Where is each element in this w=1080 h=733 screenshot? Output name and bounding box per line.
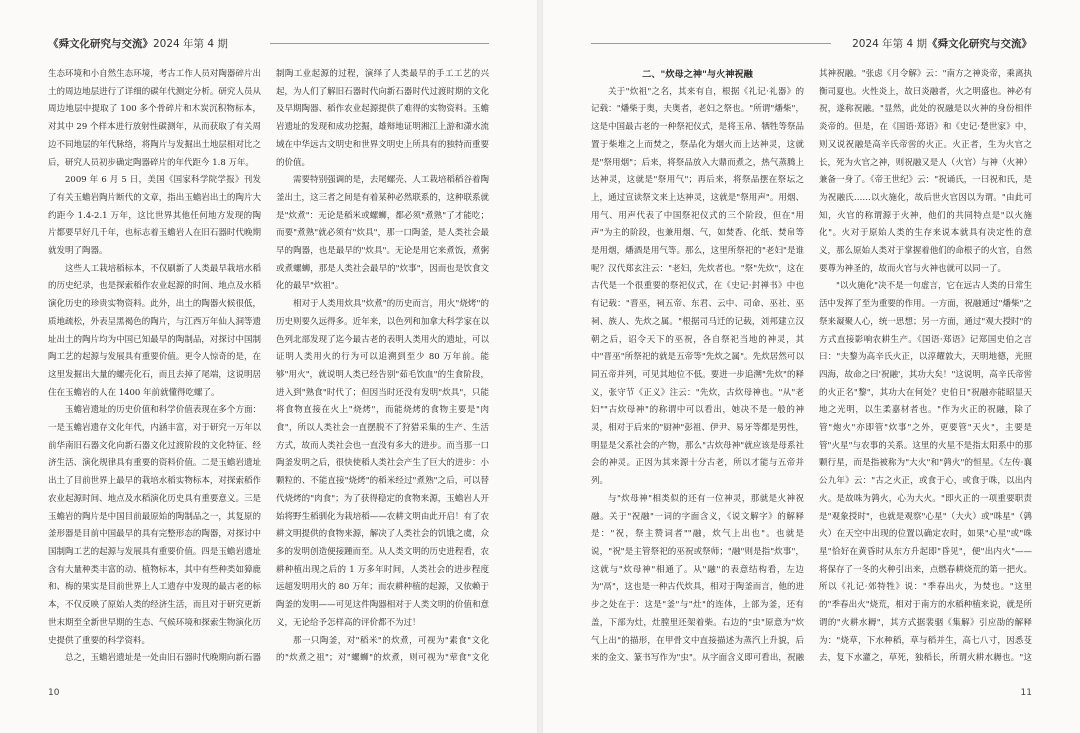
issue-label: 2024 年第 4 期 — [852, 38, 927, 50]
paragraph: 总之，玉蟾岩遗址是一处由旧石器时代晚期向新石器 — [65, 653, 261, 664]
issue-label: 2024 年第 4 期 — [153, 38, 228, 50]
paragraph: 制陶工业起源的过程，演绎了人类最早的手工工艺的兴起，为人们了解旧石器时代向新石器时代过渡时期的文化及早期陶器、稻作农业起源提供了难得的实物资料。玉蟾岩遗址的发现和成功挖掘，雄辩地证明湘江上游和潇水流域在中华远古文明史和世界文明史上所具有的独特而重要的价值。 — [276, 69, 489, 168]
text-column — [591, 66, 804, 666]
header-rule — [591, 43, 831, 44]
paragraph: 这些人工栽培稻标本，不仅刷新了人类最早栽培水稻的历史纪录，也是探索稻作农业起源的时间、地点及水稻演化历史的珍贵实物资料。此外，出土的陶器火候很低，质地疏松，外表呈黑褐色的陶片，与江西万年仙人洞等遗址出土的陶片均为中国已知最早的陶制品，对探讨中国制陶工艺的起源与发展具有重要价值。更令人惊奇的是，在这里发掘出大量的螺壳化石，而且去掉了尾端，这说明居住在玉蟾岩的人在 1400 年前就懂得吃螺了。 — [48, 263, 261, 398]
section-heading: 二、"炊母之神"与火神祝融 — [642, 69, 753, 80]
page-number: 10 — [48, 688, 60, 698]
paragraph: 与"炊母神"相类似的还有一位神灵，那就是火神祝融。关于"祝融"一词的字面含义，《说文解字》的解释是："祝，祭主赞词者""融，炊气上出也"。也就是说，"祝"是主管祭祀的巫祝或祭师；"融"则是指"炊事"，这就与"炊母神"相通了。从"融"的表意结构看，左边为"鬲"，这也是一种古代炊具，相对于陶釜而言，他的进步之处在于：这是"釜"与"灶"的连体，上部为釜，还有盖，下部为灶，灶膛里还架着柴。右边的"虫"原意为"炊气上出"的描形，在甲骨文中直接描述为蒸汽上升貌，后来的金文、篆书写作为"虫"。从字面含义即可看出，祝融 — [591, 493, 804, 664]
paragraph: 其神祝融。"张虑《月令解》云："南方之神炎帝，乘离执衡司夏也。火性炎上，故曰炎融者，火之明盛也。神必有祝，遂称祝融。"显然，此处的祝融是以火神的身份相伴炎帝的。但是，在《国语·郑语》和《史记·楚世家》中，则又说祝融是高辛氏帝喾的火正。火正者，生为火官之长，死为火官之神，则祝融又是人（火官）与神（火神）兼备一身了。《帝王世纪》云："祝诵氏，一曰祝和氏，是为祝融氏……以火施化，故后世火官因以为谓。"由此可知，火官的称谓源于火神，他们的共同特点是"以火施化"。火对于原始人类的生存来说本就具有决定性的意义，那么原始人类对于掌握着他们的命根子的火官，自然要尊为神圣的，故而火官与火神也就可以同一了。 — [819, 69, 1032, 274]
magazine-title: 《舜文化研究与交流》 — [927, 38, 1032, 50]
text-column — [819, 66, 1032, 666]
left-page-header — [48, 36, 228, 51]
page-number: 11 — [1020, 688, 1032, 698]
right-page-columns — [591, 66, 1032, 666]
right-page — [543, 0, 1080, 733]
magazine-title: 《舜文化研究与交流》 — [48, 38, 153, 50]
paragraph: 那一只陶釜，对"稻米"的炊煮，可视为"素食"文化的"炊煮之祖"；对"螺蛳"的炊煮，则可视为"荤食"文化 — [276, 635, 489, 664]
paragraph: 关于"炊祖"之名，其来有自，根据《礼记·礼器》的记载："燔柴于奥，夫奥者，老妇之祭也。"所谓"燔柴"，这是中国最古老的一种祭祀仪式，是将玉帛、牺牲等祭品置于柴堆之上而焚之，祭品化为烟火而上达神灵，这就是"祭用烟"；后来，将祭品放入大鼎而煮之，热气蒸腾上达神灵，这就是"祭用气"；再后来，将祭品摆在祭坛之上，通过宣读祭文来上达神灵，这就是"祭用声"。用烟、用气、用声代表了中国祭祀仪式的三个阶段，但在"用声"为主的阶段，也兼用烟、气，如焚香、化纸、焚帛等是用烟，燔酒是用气等。那么，这里所祭祀的"老妇"是谁呢？汉代郑玄注云："老妇，先炊者也。"祭"先炊"，这在古代是一个很重要的祭祀仪式，在《史记·封禅书》中也有记载："晋巫，祠五帝、东君、云中、司命、巫社、巫祠、族人、先炊之属。"根据司马迁的记载，刘邦建立汉朝之后，诏令天下的巫祝，各自祭祀当地的神灵，其中"晋巫"所祭祀的就是五帝等"先炊之属"。先炊居然可以同五帝并列，可见其地位不低。要进一步追溯"先炊"的释义，张守节《正义》注云："先炊，古炊母神也。"从"老妇""古炊母神"的称谓中可以看出，她决不是一般的神灵，相对于后来的"厨神"彭祖、伊尹、易牙等都是男性，明显是父系社会的产物，那么"古炊母神"就应该是母系社会的神灵。正因为其来源十分古老，所以才能与五帝并列。 — [591, 86, 804, 487]
header-rule — [270, 43, 489, 44]
left-page-columns — [48, 66, 489, 666]
paragraph: 需要特别强调的是，去尾螺壳、人工栽培稻稻谷着陶釜出土，这三者之间是有着某种必然联系的，这种联系就是"炊煮"：无论是稻米或螺蛳，都必须"煮熟"了才能吃；而要"煮熟"就必须有"炊具"，那一口陶釜，是人类社会最早的陶器，也是最早的"炊具"。无论是用它来煮饭，煮粥或煮螺蛳，那是人类社会最早的"炊事"，因而也是饮食文化的最早"炊祖"。 — [276, 175, 489, 292]
right-page-header — [852, 36, 1032, 51]
text-column — [48, 66, 261, 666]
text-column — [276, 66, 489, 666]
paragraph: 相对于人类用炊具"炊煮"的历史而言，用火"烧烤"的历史则要久远得多。近年来，以色列和加拿大科学家在以色列北部发现了迄今最古老的表明人类用火的遗址，可以证明人类用火的行为可以追溯到至少 80 万年前。能够"用火"，就说明人类已经告别"茹毛饮血"的生食阶段，进入到"熟食"时代了；但因当时还没有发明"炊具"，只能将食物直接在火上"烧烤"，而能烧烤的食物主要是"肉食"，所以人类社会一直摆脱不了狩猎采集的生产、生活方式，故而人类社会也一直没有多大的进步。而当那一口陶釜发明之后，很快使稻人类社会产生了巨大的进步：小颗粒的、不能直接"烧烤"的稻米经过"煮熟"之后，可以替代烧烤的"肉食"；为了获得稳定的食物来源，玉蟾岩人开始将野生稻驯化为栽培稻——农耕文明由此开启！有了农耕文明提供的食物来源，解决了人类社会的饥饿之虞，众多的发明创造便接踵而至。从人类文明的历史进程看，农耕种植出现之后的 1 万多年时间，人类社会的进步程度远超发明用火的 80 万年；而农耕种植的起源，又依赖于陶釜的发明——可见这件陶器相对于人类文明的价值和意义，无论给予怎样高的评价都不为过！ — [276, 299, 489, 628]
paragraph: 2009 年 6 月 5 日，美国《国家科学院学报》刊发了有关玉蟾岩陶片断代的文章，指出玉蟾岩出土的陶片大约距今 1.4-2.1 万年，这比世界其他任何地方发现的陶片都要早好几千年，也标志着玉蟾岩人在旧石器时代晚期就发明了陶器。 — [48, 175, 261, 257]
left-page — [0, 0, 537, 733]
paragraph: 生态环境和小自然生态环境，考古工作人员对陶器碎片出土的周边地层进行了详细的碳年代测定分析。研究人员从周边地层中提取了 100 多个骨碎片和木炭沉积物标本，对其中 29 个样本进行放射性碳测年，从而获取了有关周边不同地层的年代脉络，将陶片与发掘出土地层相对比之后，研究人员初步确定陶器碎片的年代距今 1.8 万年。 — [48, 69, 261, 168]
paragraph: "以火施化"决不是一句虚言，它在远古人类的日常生活中发挥了至为重要的作用。一方面，祝融通过"燔柴"之祭来凝聚人心，统一思想；另一方面，通过"观大授时"的方式直接影响农耕生产。《国语·郑语》记郑国史伯之言曰："夫黎为高辛氏火正，以淳耀敦大，天明地德，光照四海，故命之曰'祝融'，其功大矣！"这说明，高辛氏帝喾的火正名"黎"，其功大在何处？史伯日"祝融亦能昭显天地之光明，以生柔嘉材者也。"作为火正的祝融，除了管"炮火"亦即管"炊事"之外，更要管"天火"，主要是管"火星"与农事的关系。这里的火星不是指太阳系中的那颗行星，而是指被称为"大火"和"鹑火"的恒星。《左传·襄公九年》云："古之火正，或食于心，或食于咮，以出内火。是故咮为鹑火，心为大火。"即火正的一项重要职责是"观象授时"，也就是观察"心星"（大火）或"咮星"（鹑火）在天空中出现的位置以确定农时，如果"心星"或"咮星"恰好在黄昏时从东方升起即"昏见"，便"出内火"——将保存了一冬的火种引出来，点燃春耕烧荒的第一把火。所以《礼记·郊特牲》说："季春出火，为焚也。"这里的"季春出火"烧荒，相对于南方的水稻种植来说，就是所谓的"火耕水耨"，其方式据裴骃《集解》引应劭的解释为："烧草，下水种稻，草与稻并生，高七八寸，因悉芟去，复下水灌之，草死，独稻长，所谓火耕水耨也。"这 — [819, 281, 1032, 664]
paragraph: 玉蟾岩遗址的历史价值和科学价值表现在多个方面：一是玉蟾岩遗存文化年代，内涵丰富，对于研究一万年以前华南旧石器文化向新石器文化过渡阶段的文化特征、经济生活、演化规律具有重要的资料价值。二是玉蟾岩遗址出土了目前世界上最早的栽培水稻实物标本，对探索稻作农业起源时间、地点及水稻演化历史具有重要意义。三是玉蟾岩的陶片是中国目前最原始的陶制品之一，其复原的釜形器是目前中国最早的具有完整形态的陶器，对探讨中国制陶工艺的起源与发展具有重要价值。四是玉蟾岩遗址含有大量种类丰富的动、植物标本，其中有些种类如獐鹿和、梅的果实是目前世界上人工遗存中发现的最古老的标本，不仅反映了原始人类的经济生活，而且对于研究更新世末期至全新世早期的生态、气候环境和探索生物演化历史提供了重要的科学资料。 — [48, 405, 261, 646]
